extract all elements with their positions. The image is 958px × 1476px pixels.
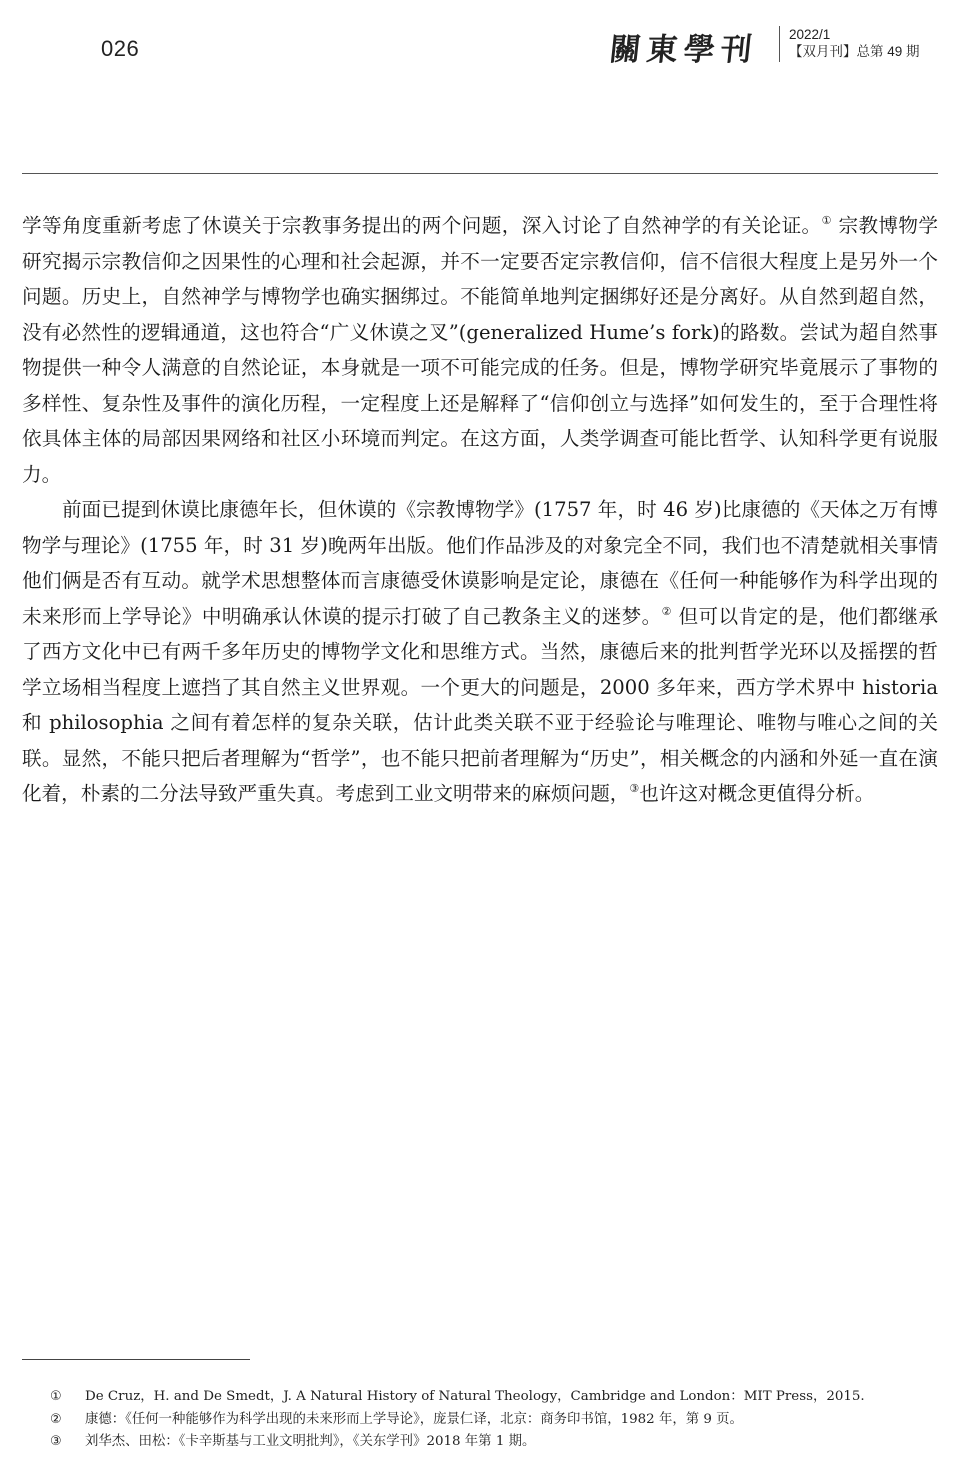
footnote-ref-3[interactable]: ③: [629, 782, 640, 795]
paragraph-2-text-end: 也许这对概念更值得分析。: [639, 782, 875, 805]
article-body: [22, 208, 938, 812]
paragraph-1-text: 学等角度重新考虑了休谟关于宗教事务提出的两个问题，深入讨论了自然神学的有关论证。: [22, 214, 822, 237]
paragraph-2: [22, 492, 938, 812]
paragraph-1: [22, 208, 938, 492]
footnote-ref-1[interactable]: ①: [821, 214, 832, 227]
footnote-mark: ②: [50, 1411, 62, 1427]
paragraph-2-text-cont: 但可以肯定的是，他们都继承了西方文化中已有两千多年历史的博物学文化和思维方式。当然，康德后来的批判哲学光环以及摇摆的哲学立场相当程度上遮挡了其自然主义世界观。一个更大的问题是，2000 多年来，西方学术界中 historia 和 philosophia 之间有着怎样的复杂关联，估计此类关联不亚于经验论与唯理论、唯物与唯心之间的关联。显然，不能只把后者理解为“哲学”，也不能只把前者理解为“历史”，相关概念的内涵和外延一直在演化着，朴素的二分法导致严重失真。考虑到工业文明带来的麻烦问题，: [22, 604, 938, 805]
footnote-mark: ①: [50, 1389, 62, 1404]
footnote-1: [50, 1386, 938, 1409]
issue-number: 【双月刊】总第 49 期: [789, 44, 920, 59]
paragraph-1-text-cont: 宗教博物学研究揭示宗教信仰之因果性的心理和社会起源，并不一定要否定宗教信仰，信不信很大程度上是另外一个问题。历史上，自然神学与博物学也确实捆绑过。不能简单地判定捆绑好还是分离好。从自然到超自然，没有必然性的逻辑通道，这也符合“广义休谟之叉”(generalized Hume’s fork)的路数。尝试为超自然事物提供一种令人满意的自然论证，本身就是一项不可能完成的任务。但是，博物学研究毕竟展示了事物的多样性、复杂性及事件的演化历程，一定程度上还是解释了“信仰创立与选择”如何发生的，至于合理性将依具体主体的局部因果网络和社区小环境而判定。在这方面，人类学调查可能比哲学、认知科学更有说服力。: [22, 214, 939, 486]
footnote-text: 康德：《任何一种能够作为科学出现的未来形而上学导论》，庞景仁译，北京：商务印书馆，1982 年，第 9 页。: [85, 1411, 743, 1427]
issue-year: 2022/1: [789, 27, 831, 42]
footnote-ref-2[interactable]: ②: [661, 604, 672, 618]
paragraph-2-text: 前面已提到休谟比康德年长，但休谟的《宗教博物学》(1757 年，时 46 岁)比康德的《天体之万有博物学与理论》(1755 年，时 31 岁)晚两年出版。他们作品涉及的对象完全不同，我们也不清楚就相关事情他们俩是否有互动。就学术思想整体而言康德受休谟影响是定论，康德在《任何一种能够作为科学出现的未来形而上学导论》中明确承认休谟的提示打破了自己教条主义的迷梦。: [22, 498, 938, 628]
footnote-rule: [22, 1359, 250, 1360]
footnote-3: [50, 1431, 938, 1454]
header-rule: [22, 173, 938, 174]
footnote-2: [50, 1409, 938, 1432]
footnote-mark: ③: [50, 1434, 62, 1449]
page-number: 026: [101, 36, 140, 61]
footnote-text: De Cruz，H. and De Smedt，J. A Natural History of Natural Theology，Cambridge and London：MIT Press，2015.: [85, 1389, 865, 1404]
issue-info: [789, 26, 920, 60]
footnotes: [50, 1386, 938, 1454]
journal-masthead: 關東學刊: [607, 32, 760, 68]
footnote-text: 刘华杰、田松：《卡辛斯基与工业文明批判》，《关东学刊》2018 年第 1 期。: [85, 1434, 536, 1449]
masthead-divider: [779, 26, 780, 62]
